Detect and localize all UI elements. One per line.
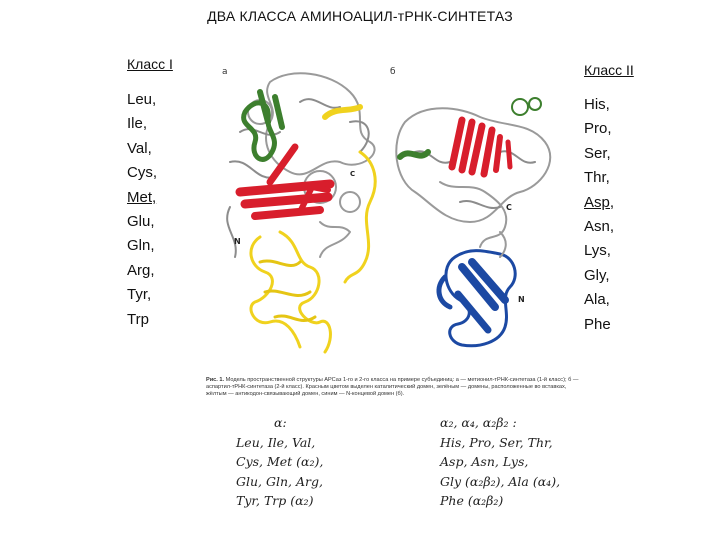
list-item: Asn, [584, 218, 615, 236]
list-item: Thr, [584, 169, 610, 187]
list-item: Gly, [584, 266, 610, 284]
list-item: Val, [127, 139, 152, 157]
handwritten-line: Cys, Met (α₂), [236, 454, 324, 469]
list-item: Glu, [127, 213, 155, 231]
handwritten-line: Asp, Asn, Lys, [440, 454, 529, 469]
list-item: Asp, [584, 193, 615, 211]
figure-label-N1: N [234, 237, 241, 246]
list-item: Ser, [584, 144, 611, 162]
list-item: His, [584, 96, 610, 113]
structure-b [396, 98, 550, 346]
list-item: Gln, [127, 237, 155, 255]
class1-heading: Класс I [127, 56, 173, 72]
list-item: Ala, [584, 291, 610, 309]
structure-a [227, 73, 375, 352]
list-item: Pro, [584, 120, 612, 138]
figure-label-C1: C [350, 170, 356, 178]
list-item: Cys, [127, 164, 157, 182]
list-item: Arg, [127, 261, 155, 279]
list-item: Lys, [584, 242, 611, 260]
list-item: Met, [127, 188, 157, 206]
caption-number: Рис. 1. [206, 377, 225, 383]
figure-caption [206, 377, 584, 398]
list-item: Phe [584, 315, 611, 333]
list-item: Tyr, [127, 286, 152, 304]
list-item: Ile, [127, 115, 148, 133]
handwritten-header: α: [274, 415, 287, 430]
handwritten-line: Tyr, Trp (α₂) [236, 493, 314, 508]
figure-label-b: б [390, 67, 396, 77]
handwritten-line: Leu, Ile, Val, [236, 434, 316, 450]
handwritten-notes-right [440, 413, 560, 511]
list-item: Trp [127, 310, 149, 328]
figure-label-N2: N [518, 295, 525, 304]
handwritten-line: Glu, Gln, Arg, [236, 473, 323, 489]
figure-label-a: а [222, 67, 228, 77]
handwritten-line: Phe (α₂β₂) [440, 493, 504, 508]
list-item: Leu, [127, 91, 157, 108]
figure-label-C2: C [506, 203, 512, 212]
caption-text: Модель пространственной структуры АРСаз 1-го и 2-го класса на примере субъединиц: а — метионил-тРНК-синтетаза (1-й класс); б — аспартил-тРНК-синтетаза (2-й класс). Красным цветом выделен каталитический домен, зелёным — домены, расположенные во вставках, жёлтым — антикодон-связывающий домен, синим — N-концевой домен (б). [206, 377, 579, 397]
handwritten-notes-left [236, 413, 323, 511]
handwritten-line: Gly (α₂β₂), Ala (α₄), [440, 473, 561, 489]
class2-heading: Класс II [584, 62, 634, 78]
slide-title: ДВА КЛАССА АМИНОАЦИЛ-тРНК-СИНТЕТАЗ [207, 8, 513, 24]
protein-structure-figure [200, 62, 590, 372]
class1-list [127, 88, 157, 332]
handwritten-header: α₂, α₄, α₂β₂ : [440, 415, 517, 430]
handwritten-line: His, Pro, Ser, Thr, [440, 434, 553, 450]
